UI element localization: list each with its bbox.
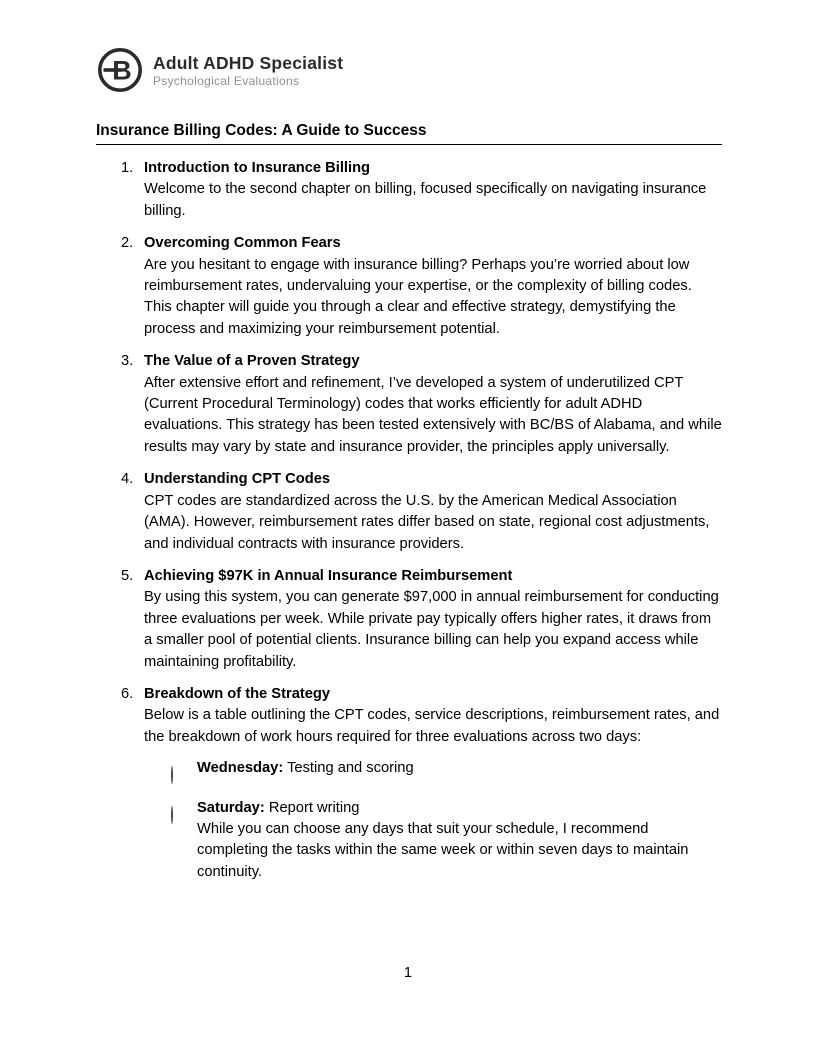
item-body	[144, 351, 722, 458]
item-body	[144, 684, 722, 883]
item-text: Are you hesitant to engage with insurance billing? Perhaps you’re worried about low reimbursement rates, undervaluing your expertise, or the complexity of billing codes. This chapter will guide you through a clear and effective strategy, demystifying the process and maximizing your reimbursement potential.	[144, 256, 692, 337]
list-item	[96, 158, 722, 222]
item-text: CPT codes are standardized across the U.S. by the American Medical Association (AMA). However, reimbursement rates differ based on state, regional cost adjustments, and individual contracts with insurance providers.	[144, 492, 710, 552]
numbered-list	[96, 158, 722, 883]
sub-item-label: Wednesday:	[197, 760, 284, 777]
title-divider	[96, 144, 722, 145]
item-body	[144, 469, 722, 555]
sub-item-note: While you can choose any days that suit your schedule, I recommend completing the tasks within the same week or within seven days to maintain continuity.	[197, 820, 689, 880]
list-item	[96, 566, 722, 673]
sub-list-item	[144, 758, 722, 786]
sub-item-label: Saturday:	[197, 799, 265, 816]
item-number: 4.	[121, 471, 134, 488]
sub-item-text: Testing and scoring	[287, 760, 414, 777]
item-title: Achieving $97K in Annual Insurance Reimbursement	[144, 567, 513, 584]
list-item	[96, 233, 722, 340]
item-text: By using this system, you can generate $97,000 in annual reimbursement for conducting three evaluations per week. While private pay typically offers higher rates, it draws from a smaller pool of potential clients. Insurance billing can help you expand access while maintaining profitability.	[144, 589, 719, 670]
item-text: Below is a table outlining the CPT codes, service descriptions, reimbursement rates, and the breakdown of work hours required for three evaluations across two days:	[144, 707, 720, 745]
item-body	[144, 566, 722, 673]
item-text: Welcome to the second chapter on billing, focused specifically on navigating insurance billing.	[144, 181, 707, 219]
item-body	[144, 158, 722, 222]
bullet-column	[144, 758, 197, 786]
item-body	[144, 233, 722, 340]
item-number: 2.	[121, 235, 134, 252]
item-title: The Value of a Proven Strategy	[144, 353, 360, 370]
logo-monogram-icon	[96, 46, 144, 94]
logo	[96, 46, 722, 94]
list-item	[96, 469, 722, 555]
item-title: Introduction to Insurance Billing	[144, 160, 371, 176]
sub-item-body	[197, 798, 722, 884]
item-number: 3.	[121, 353, 134, 370]
bullet-circle-icon	[171, 806, 173, 824]
document-title: Insurance Billing Codes: A Guide to Success	[96, 122, 427, 139]
logo-subtitle: Psychological Evaluations	[153, 73, 300, 88]
sub-bullet-list	[144, 758, 722, 883]
list-item	[96, 351, 722, 458]
item-text: After extensive effort and refinement, I’ve developed a system of underutilized CPT (Current Procedural Terminology) codes that works efficiently for adult ADHD evaluations. This strategy has been tested extensively with BC/BS of Alabama, and while results may vary by state and insurance provider, the principles apply universally.	[144, 374, 722, 455]
item-title: Overcoming Common Fears	[144, 235, 341, 252]
item-number: 5.	[121, 567, 134, 584]
item-number: 1.	[121, 160, 134, 176]
list-item	[96, 684, 722, 883]
bullet-circle-icon	[171, 766, 173, 784]
sub-item-body	[197, 758, 722, 786]
item-number: 6.	[121, 685, 134, 702]
sub-item-text: Report writing	[268, 799, 360, 816]
svg-text:B: B	[112, 55, 132, 86]
item-title: Breakdown of the Strategy	[144, 685, 331, 702]
page-content	[96, 46, 722, 894]
item-title: Understanding CPT Codes	[144, 471, 331, 488]
logo-title: Adult ADHD Specialist	[153, 52, 344, 73]
bullet-column	[144, 798, 197, 884]
page-number: 1	[403, 965, 413, 981]
logo-text	[153, 53, 343, 88]
sub-list-item	[144, 798, 722, 884]
